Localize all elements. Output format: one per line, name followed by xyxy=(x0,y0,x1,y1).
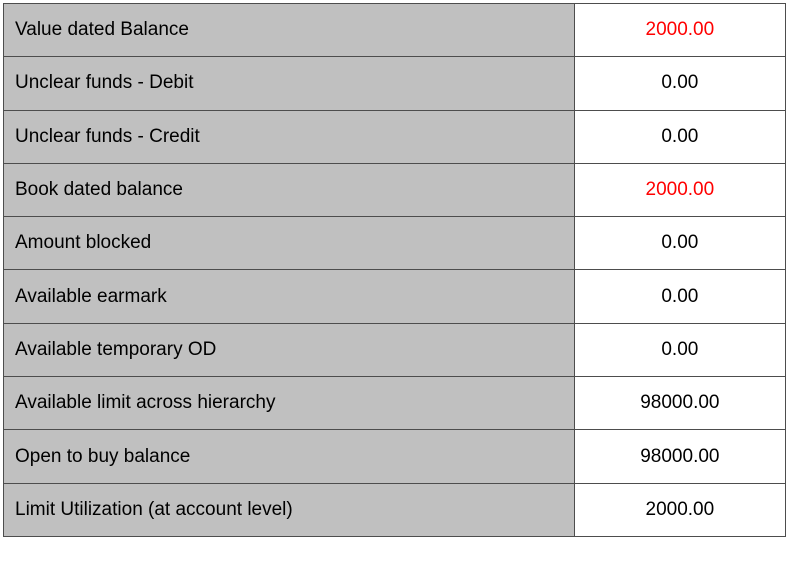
row-label: Available earmark xyxy=(4,270,575,323)
table-row xyxy=(4,163,786,216)
table-row xyxy=(4,217,786,270)
row-label: Open to buy balance xyxy=(4,430,575,483)
table-row xyxy=(4,483,786,536)
row-value: 2000.00 xyxy=(574,483,785,536)
table-row xyxy=(4,110,786,163)
table-row xyxy=(4,4,786,57)
row-value: 0.00 xyxy=(574,323,785,376)
table-row xyxy=(4,323,786,376)
row-label: Value dated Balance xyxy=(4,4,575,57)
row-label: Book dated balance xyxy=(4,163,575,216)
row-value: 0.00 xyxy=(574,270,785,323)
row-value: 0.00 xyxy=(574,110,785,163)
row-label: Available temporary OD xyxy=(4,323,575,376)
row-label: Unclear funds - Credit xyxy=(4,110,575,163)
row-label: Unclear funds - Debit xyxy=(4,57,575,110)
table-row xyxy=(4,377,786,430)
table-row xyxy=(4,430,786,483)
table-row xyxy=(4,57,786,110)
balance-table xyxy=(3,3,786,537)
row-label: Available limit across hierarchy xyxy=(4,377,575,430)
row-value: 98000.00 xyxy=(574,430,785,483)
row-value: 98000.00 xyxy=(574,377,785,430)
table-row xyxy=(4,270,786,323)
row-value: 0.00 xyxy=(574,57,785,110)
row-label: Amount blocked xyxy=(4,217,575,270)
balance-summary-panel xyxy=(0,3,793,568)
row-value: 2000.00 xyxy=(574,163,785,216)
row-value: 0.00 xyxy=(574,217,785,270)
row-label: Limit Utilization (at account level) xyxy=(4,483,575,536)
row-value: 2000.00 xyxy=(574,4,785,57)
balance-table-body xyxy=(4,4,786,537)
